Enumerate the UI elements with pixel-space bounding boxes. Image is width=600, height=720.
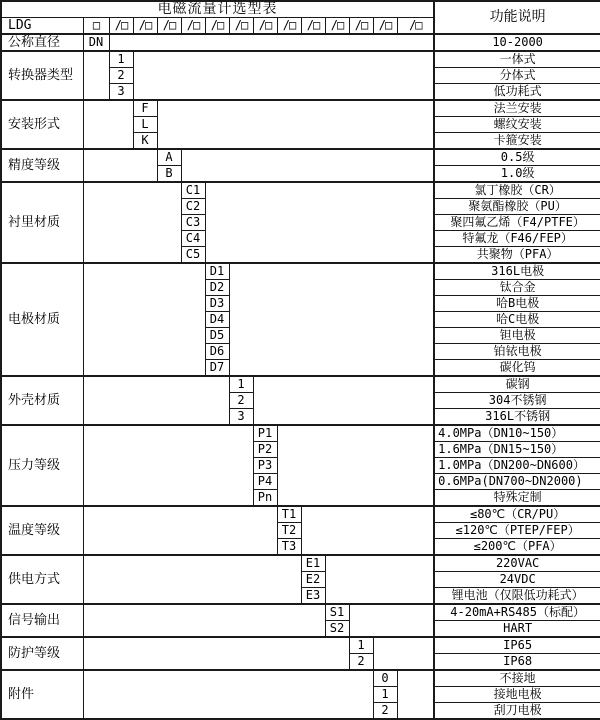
code-cell: 2 [109,68,133,84]
category-label: 精度等级 [1,149,83,182]
spacer-cell [109,34,434,51]
code-cell: 1 [349,637,373,654]
desc-cell: 钛合金 [434,280,600,296]
spacer-cell [373,637,434,670]
desc-cell: 刮刀电极 [434,703,600,720]
desc-cell: 分体式 [434,68,600,84]
code-cell: D1 [205,263,229,280]
model-code-box: /□ [397,18,434,35]
code-cell: DN [83,34,109,51]
model-code-box: □ [83,18,109,35]
desc-cell: 0.6MPa(DN700~DN2000) [434,474,600,490]
desc-cell: 304不锈钢 [434,393,600,409]
spacer-cell [83,555,301,604]
code-cell: E2 [301,572,325,588]
code-cell: S1 [325,604,349,621]
code-cell: D5 [205,328,229,344]
code-cell: T1 [277,506,301,523]
desc-cell: 聚氨酯橡胶（PU） [434,199,600,215]
code-cell: S2 [325,621,349,638]
desc-cell: 共聚物（PFA） [434,247,600,264]
code-cell: 1 [373,687,397,703]
code-cell: C2 [181,199,205,215]
model-code-box: /□ [373,18,397,35]
desc-cell: 哈B电极 [434,296,600,312]
spacer-cell [229,263,434,376]
spacer-cell [83,182,181,263]
code-cell: P3 [253,458,277,474]
desc-cell: 铂铱电极 [434,344,600,360]
spacer-cell [83,506,277,555]
code-cell: D6 [205,344,229,360]
model-code-box: /□ [133,18,157,35]
model-code-box: /□ [205,18,229,35]
spacer-cell [277,425,434,506]
code-cell: E1 [301,555,325,572]
desc-cell: 哈C电极 [434,312,600,328]
model-code-box: /□ [229,18,253,35]
desc-cell: 碳化钨 [434,360,600,377]
desc-cell: 钽电极 [434,328,600,344]
spacer-cell [83,51,109,100]
model-code-box: /□ [181,18,205,35]
desc-cell: 4-20mA+RS485（标配） [434,604,600,621]
category-label: 附件 [1,670,83,719]
desc-cell: 10-2000 [434,34,600,51]
model-code-box: /□ [325,18,349,35]
desc-cell: IP68 [434,654,600,671]
desc-cell: 法兰安装 [434,100,600,117]
category-label: 转换器类型 [1,51,83,100]
code-cell: F [133,100,157,117]
code-cell: 3 [109,84,133,101]
desc-cell: 特殊定制 [434,490,600,507]
desc-cell: ≤120℃（PTEP/FEP） [434,523,600,539]
code-cell: D2 [205,280,229,296]
spacer-cell [301,506,434,555]
desc-cell: 1.0MPa（DN200~DN600） [434,458,600,474]
model-code-box: /□ [157,18,181,35]
code-cell: P2 [253,442,277,458]
spacer-cell [83,376,229,425]
model-code-box: /□ [109,18,133,35]
desc-cell: 聚四氟乙烯（F4/PTFE） [434,215,600,231]
code-cell: P1 [253,425,277,442]
desc-cell: 4.0MPa（DN10~150） [434,425,600,442]
desc-cell: 不接地 [434,670,600,687]
spacer-cell [253,376,434,425]
spacer-cell [83,263,205,376]
code-cell: D7 [205,360,229,377]
code-cell: E3 [301,588,325,605]
code-cell: T3 [277,539,301,556]
desc-cell: 碳钢 [434,376,600,393]
code-cell: C5 [181,247,205,264]
category-label: 公称直径 [1,34,83,51]
spacer-cell [325,555,434,604]
desc-cell: ≤80℃（CR/PU） [434,506,600,523]
category-label: 安装形式 [1,100,83,149]
desc-cell: 一体式 [434,51,600,68]
code-cell: B [157,166,181,183]
code-cell: C1 [181,182,205,199]
model-code-prefix: LDG [1,18,83,35]
desc-cell: 接地电极 [434,687,600,703]
code-cell: K [133,133,157,150]
desc-cell: 低功耗式 [434,84,600,101]
desc-cell: 24VDC [434,572,600,588]
spacer-cell [83,637,349,670]
spacer-cell [83,100,133,149]
model-code-box: /□ [253,18,277,35]
code-cell: 2 [229,393,253,409]
code-cell: C4 [181,231,205,247]
code-cell: T2 [277,523,301,539]
code-cell: 3 [229,409,253,426]
desc-cell: 220VAC [434,555,600,572]
spacer-cell [349,604,434,637]
code-cell: P4 [253,474,277,490]
code-cell: 0 [373,670,397,687]
code-cell: Pn [253,490,277,507]
function-description-header: 功能说明 [434,1,600,34]
desc-cell: ≤200℃（PFA） [434,539,600,556]
desc-cell: 316L不锈钢 [434,409,600,426]
code-cell: 2 [349,654,373,671]
spacer-cell [83,425,253,506]
desc-cell: 锂电池（仅限低功耗式） [434,588,600,605]
category-label: 压力等级 [1,425,83,506]
spacer-cell [133,51,434,100]
code-cell: C3 [181,215,205,231]
category-label: 电极材质 [1,263,83,376]
spacer-cell [397,670,434,719]
desc-cell: 氯丁橡胶（CR） [434,182,600,199]
code-cell: 1 [109,51,133,68]
desc-cell: 0.5级 [434,149,600,166]
category-label: 外壳材质 [1,376,83,425]
desc-cell: 特氟龙（F46/FEP） [434,231,600,247]
category-label: 信号输出 [1,604,83,637]
category-label: 供电方式 [1,555,83,604]
spacer-cell [83,149,157,182]
spacer-cell [83,604,325,637]
code-cell: D4 [205,312,229,328]
desc-cell: IP65 [434,637,600,654]
desc-cell: HART [434,621,600,638]
desc-cell: 1.6MPa（DN15~150） [434,442,600,458]
spacer-cell [205,182,434,263]
spacer-cell [157,100,434,149]
model-code-box: /□ [301,18,325,35]
desc-cell: 1.0级 [434,166,600,183]
model-code-box: /□ [349,18,373,35]
category-label: 防护等级 [1,637,83,670]
code-cell: D3 [205,296,229,312]
code-cell: L [133,117,157,133]
model-code-box: /□ [277,18,301,35]
code-cell: 1 [229,376,253,393]
spacer-cell [181,149,434,182]
category-label: 温度等级 [1,506,83,555]
category-label: 衬里材质 [1,182,83,263]
code-cell: A [157,149,181,166]
code-cell: 2 [373,703,397,720]
desc-cell: 316L电极 [434,263,600,280]
desc-cell: 卡箍安装 [434,133,600,150]
table-title: 电磁流量计选型表 [1,1,434,18]
spacer-cell [83,670,373,719]
desc-cell: 螺纹安装 [434,117,600,133]
